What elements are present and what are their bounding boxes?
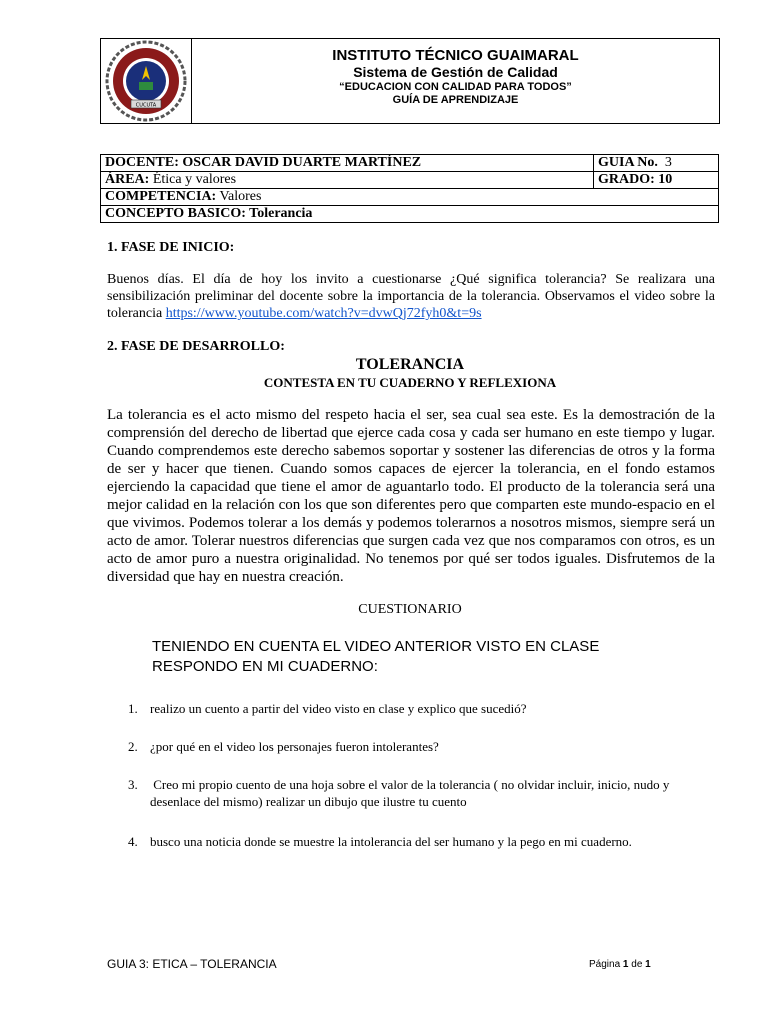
logo-cell [101, 39, 192, 123]
tolerancia-paragraph: La tolerancia es el acto mismo del respeto hacia el ser, sea cual sea este. Es la demostración de la comprensión del derecho de libertad que ejerce cada cosa y cada ser humano en este tiempo y lugar. Cuando comprendemos este derecho sabemos soportar y sostener las diferencias de otros y la forma de ser y hacer que tienen. Cuando somos capaces de ejercer la tolerancia, en el fondo estamos ejerciendo la capacidad que tiene el amor de aguantarlo todo. El producto de la tolerancia será una mejor calidad en la relación con los que son diferentes pero que comparten este mundo-espacio en el que vivimos. Podemos tolerar a los demás y podemos tolerarnos a nosotros mismos, siempre será un acto de amor. Tolerar nuestros diferencias que surgen cada vez que nos comparamos con otros, es un acto de amor puro a nuestra originalidad. No tenemos por qué ser todos iguales. Disfrutemos de la diversidad que hay en nuestra creación. [107, 407, 715, 585]
cuestionario-intro: TENIENDO EN CUENTA EL VIDEO ANTERIOR VISTO EN CLASE RESPONDO EN MI CUADERNO: [152, 638, 600, 675]
fase-inicio-text: Buenos días. El día de hoy los invito a cuestionarse ¿Qué significa tolerancia? Se realizara una sensibilización preliminar del docente sobre la importancia de la tolerancia. Observamos el video sobre la tolerancia https://www.youtube.com/watch?v=dvwQj72fyh0&t=9s [107, 272, 715, 321]
institution-name: INSTITUTO TÉCNICO GUAIMARAL [332, 47, 579, 64]
header-titles [192, 39, 719, 123]
concepto-cell: CONCEPTO BASICO: Tolerancia [101, 206, 719, 223]
guia-cell: GUIA No. 3 [594, 155, 719, 172]
fase-desarrollo-heading: 2. FASE DE DESARROLLO: [107, 339, 285, 354]
tolerancia-title: TOLERANCIA [355, 356, 465, 373]
motto: “EDUCACION CON CALIDAD PARA TODOS” [339, 81, 572, 93]
tolerancia-subtitle: CONTESTA EN TU CUADERNO Y REFLEXIONA [263, 375, 557, 390]
question-item: 3. Creo mi propio cuento de una hoja sobre el valor de la tolerancia ( no olvidar incluir, inicio, nudo y desenlace del mismo) realizar un dibujo que ilustre tu cuento [128, 777, 670, 809]
footer-page-number: Página 1 de 1 [589, 959, 651, 970]
document-header [100, 38, 720, 124]
fase-inicio-heading: 1. FASE DE INICIO: [107, 240, 235, 255]
logo-text: CUCUTA [135, 102, 157, 109]
cuestionario-title: CUESTIONARIO [358, 602, 462, 617]
doc-type: GUÍA DE APRENDIZAJE [392, 94, 519, 106]
grado-cell: GRADO: 10 [594, 172, 719, 189]
info-table [100, 154, 719, 223]
quality-system: Sistema de Gestión de Calidad [353, 64, 558, 80]
competencia-cell: COMPETENCIA: Valores [101, 189, 719, 206]
question-item: 4. busco una noticia donde se muestre la intolerancia del ser humano y la pego en mi cuaderno. [128, 834, 632, 849]
docente-cell: DOCENTE: OSCAR DAVID DUARTE MARTÍNEZ [101, 155, 594, 172]
question-item: 2. ¿por qué en el video los personajes fueron intolerantes? [128, 739, 439, 754]
question-item: 1. realizo un cuento a partir del video visto en clase y explico que sucedió? [128, 701, 527, 716]
institution-logo [105, 40, 187, 122]
footer-guide-label: GUIA 3: ETICA – TOLERANCIA [107, 957, 277, 971]
area-cell: ÁREA: Ética y valores [101, 172, 594, 189]
video-link[interactable]: https://www.youtube.com/watch?v=dvwQj72fyh0&t=9s [165, 306, 482, 321]
